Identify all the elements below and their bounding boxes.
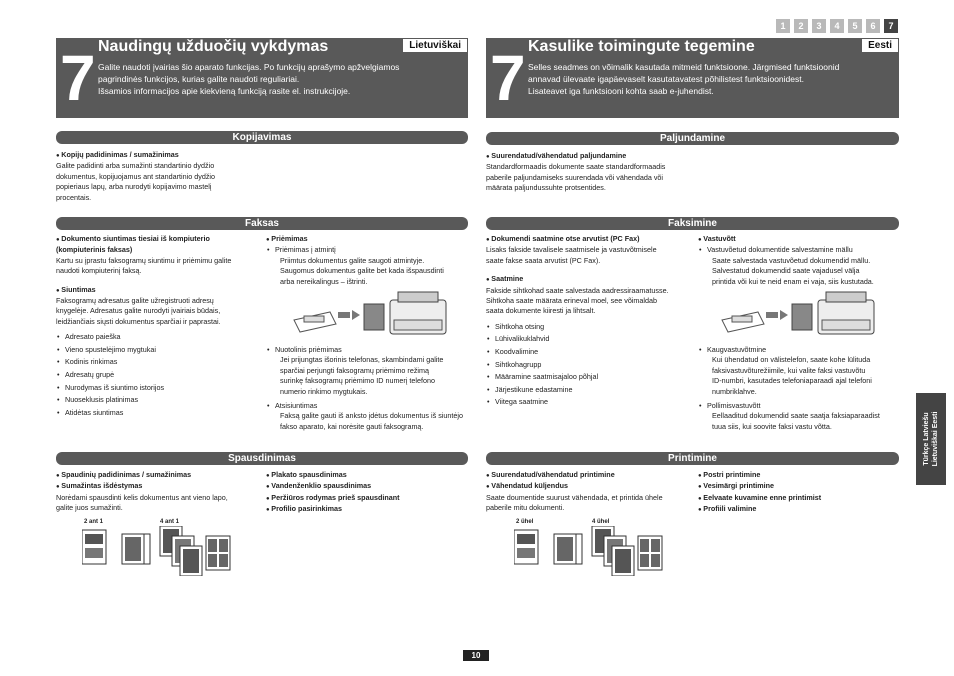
- tab-2[interactable]: 2: [794, 19, 808, 33]
- page-title: Kasulike toimingute tegemine: [528, 38, 755, 55]
- print-right-column: ● Plakato spausdinimas ● Vandenženklio spausdinimas ● Peržiūros rodymas prieš spausdinant ● Profilio pasirinkimas: [266, 470, 471, 516]
- list-item: • Kodinis rinkimas: [65, 356, 261, 369]
- section-bar-copy: Kopijavimas: [56, 131, 468, 144]
- intro-text: Selles seadmes on võimalik kasutada mitmeid funktsioone. Järgmised funktsioonid annavad ülevaate igapäevaselt kasutatavatest põhilistest funktsioonidest. Lisateavet iga funktsiooni kohta saab e-juhendist.: [528, 62, 840, 96]
- intro-text: Galite naudoti įvairias šio aparato funkcijas. Po funkcijų aprašymo apžvelgiamos pagrindinės funkcijos, kurias galite naudoti reguliariai. Išsamios informacijos apie kiekvieną funkciją rasite el. instrukcijoje.: [98, 62, 400, 96]
- list-item: • Nuoseklusis platinimas: [65, 394, 261, 407]
- sidebar-line: Türkçe Latviešu: [923, 412, 930, 466]
- section-bar-fax: Faksas: [56, 217, 468, 230]
- fax-left-column: ● Dokumendi saatmine otse arvutist (PC Fax) Lisaks fakside tavalisele saatmisele ja vastuvõtmisele saate fakse saata arvutist (PC Fax). ● Saatmine Fakside sihtkohad saate salvestada aadressiraamatusse. Sihtkoha saate määrata erineval moel, see võimaldab saata dokumente kiiresti ja lihtsalt. • Sihtkoha otsing • Lühivalikuklahvid • Koodvalimine • Sihtkohagrupp • Määramine saatmisajaloo põhjal • Järjestikune edastamine • Viitega saatmine: [486, 234, 691, 409]
- section-bar-fax: Faksimine: [486, 217, 899, 230]
- list-item: • Nurodymas iš siuntimo istorijos: [65, 382, 261, 395]
- copy-section: ● Suurendatud/vähendatud paljundamine Standardformaadis dokumente saate standardformaadis paberile paljundamiseks suurendada või vähendada või määrata paljundussuhte protsentides.: [486, 151, 716, 194]
- section-bar-copy: Paljundamine: [486, 132, 899, 145]
- fax-right-column: ● Priėmimas • Priėmimas į atmintį Priimtus dokumentus galite saugoti atmintyje. Saugomus dokumentus galite bet kada išspausdinti arba nereikalingus – ištrinti.: [266, 234, 471, 287]
- fax-right-column: ● Vastuvõtt • Vastuvõetud dokumentide salvestamine mällu Saate salvestada vastuvõetud dokumendid mällu. Salvestatud dokumendid saate vajadusel välja printida või kui te neid enam ei vaja, siis kustutada.: [698, 234, 903, 287]
- tab-1[interactable]: 1: [776, 19, 790, 33]
- chapter-tabs: [776, 19, 898, 33]
- tab-5[interactable]: 5: [848, 19, 862, 33]
- fax-illustration: [718, 290, 878, 342]
- layout-label-2in1: 2 ühel: [516, 519, 534, 525]
- layout-label-4in1: 4 ant 1: [160, 519, 180, 525]
- left-header: [56, 38, 468, 118]
- language-label: Lietuviškai: [402, 38, 468, 53]
- layout-label-2in1: 2 ant 1: [84, 519, 104, 525]
- language-label: Eesti: [861, 38, 899, 53]
- section-bar-print: Spausdinimas: [56, 452, 468, 465]
- print-left-column: ● Suurendatud/vähendatud printimine ● Vähendatud küljendus Saate doumentide suurust vähendada, et printida ühele paberile mitu dokumenti.: [486, 470, 691, 514]
- fax-right-column-2: • Nuotolinis priėmimas Jei prijungtas išorinis telefonas, skambindami galite sparčiai perjungti faksogramų priėmimo režimą surinkę faksogramų priėmimo ID numerį telefono numerio rinkimo mygtukais. • Atsisiuntimas Faksą galite gauti iš anksto įdėtus dokumentus iš siuntėjo fakso aparato, kai norėsite gauti faksogramą.: [266, 345, 471, 432]
- copy-section: ● Kopijų padidinimas / sumažinimas Galite padidinti arba sumažinti standartinio dydžio dokumentus, kopijuojamus ant standartinio dydžio popieriaus lapų, arba nurodyti kopijavimo mastelį procentais.: [56, 150, 256, 203]
- fax-illustration: [290, 290, 450, 342]
- chapter-number: 7: [490, 42, 526, 114]
- right-header: [486, 38, 899, 118]
- list-item: • Sihtkoha otsing: [495, 321, 691, 334]
- section-bar-print: Printimine: [486, 452, 899, 465]
- layout-label-4in1: 4 ühel: [592, 519, 610, 525]
- print-left-column: ● Spaudinių padidinimas / sumažinimas ● Sumažintas išdėstymas Norėdami spausdinti kelis dokumentus ant vieno lapo, galite juos sumažinti.: [56, 470, 261, 514]
- tab-6[interactable]: 6: [866, 19, 880, 33]
- list-item: • Määramine saatmisajaloo põhjal: [495, 371, 691, 384]
- page-number: 10: [463, 650, 489, 661]
- tab-4[interactable]: 4: [830, 19, 844, 33]
- list-item: • Adresatų grupė: [65, 369, 261, 382]
- page-title: Naudingų užduočių vykdymas: [98, 38, 329, 55]
- list-item: • Viitega saatmine: [495, 396, 691, 409]
- list-item: • Sihtkohagrupp: [495, 359, 691, 372]
- list-item: • Vieno spustelėjimo mygtukai: [65, 344, 261, 357]
- sidebar-line: Lietuviškai Eesti: [932, 411, 939, 467]
- fax-left-column: ● Dokumento siuntimas tiesiai iš kompiuterio (kompiuterinis faksas) Kartu su įprastu faksogramų siuntimu ir priėmimu galite naudoti kompiuterinį faksą. ● Siuntimas Faksogramų adresatus galite užregistruoti adresų knygelėje. Adresatus galite nurodyti įvairiais būdais, leidžiančiais siųsti dokumentus sparčiai ir paprastai. • Adresato paieška • Vieno spustelėjimo mygtukai • Kodinis rinkimas • Adresatų grupė • Nurodymas iš siuntimo istorijos • Nuoseklusis platinimas • Atidėtas siuntimas: [56, 234, 261, 419]
- list-item: • Atidėtas siuntimas: [65, 407, 261, 420]
- list-item: • Lühivalikuklahvid: [495, 333, 691, 346]
- layout-illustration: [82, 526, 232, 576]
- list-item: • Järjestikune edastamine: [495, 384, 691, 397]
- tab-7[interactable]: 7: [884, 19, 898, 33]
- tab-3[interactable]: 3: [812, 19, 826, 33]
- language-sidebar: [916, 393, 946, 485]
- print-right-column: ● Postri printimine ● Vesimärgi printimine ● Eelvaate kuvamine enne printimist ● Profiili valimine: [698, 470, 903, 516]
- list-item: • Adresato paieška: [65, 331, 261, 344]
- layout-illustration: [514, 526, 664, 576]
- chapter-number: 7: [60, 42, 96, 114]
- list-item: • Koodvalimine: [495, 346, 691, 359]
- fax-right-column-2: • Kaugvastuvõtmine Kui ühendatud on välistelefon, saate kohe lülituda faksivastuvõturežiimile, kui valite faksi vastuvõtu ID-numbri, kasutades telefoniaparaadi ajal telefoni numbriklahve. • Pollimisvastuvõtt Eellaaditud dokumendid saate saatja faksiaparaadist tuua siis, kui soovite faksi vastu võtta.: [698, 345, 903, 432]
